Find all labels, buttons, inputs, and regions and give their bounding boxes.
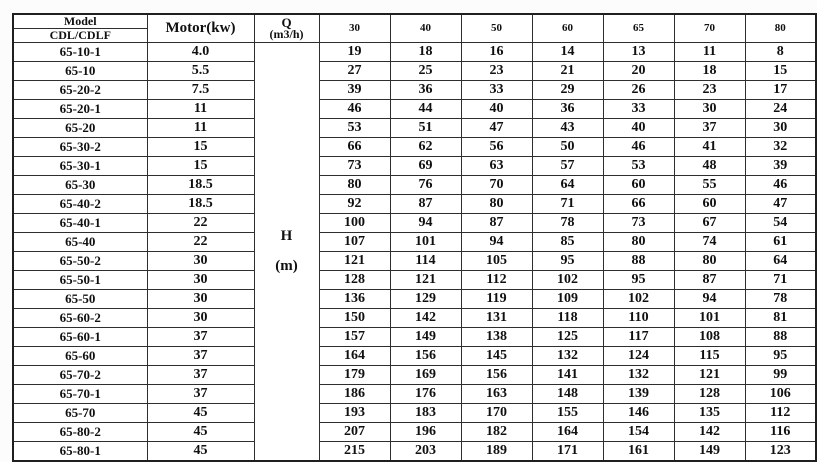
head-value-cell: 30 xyxy=(745,119,816,138)
head-value-cell: 115 xyxy=(674,347,745,366)
table-row xyxy=(13,157,816,176)
head-value-cell: 105 xyxy=(461,252,532,271)
head-value-cell: 163 xyxy=(461,385,532,404)
head-value-cell: 118 xyxy=(532,309,603,328)
head-value-cell: 123 xyxy=(745,442,816,462)
head-value-cell: 37 xyxy=(674,119,745,138)
table-row xyxy=(13,366,816,385)
head-value-cell: 74 xyxy=(674,233,745,252)
head-value-cell: 94 xyxy=(461,233,532,252)
head-value-cell: 15 xyxy=(745,62,816,81)
head-value-cell: 108 xyxy=(674,328,745,347)
table-row xyxy=(13,347,816,366)
head-value-cell: 33 xyxy=(603,100,674,119)
head-value-cell: 131 xyxy=(461,309,532,328)
head-value-cell: 67 xyxy=(674,214,745,233)
head-value-cell: 81 xyxy=(745,309,816,328)
head-value-cell: 170 xyxy=(461,404,532,423)
head-value-cell: 132 xyxy=(532,347,603,366)
table-row xyxy=(13,252,816,271)
head-value-cell: 110 xyxy=(603,309,674,328)
head-value-cell: 46 xyxy=(319,100,390,119)
head-value-cell: 71 xyxy=(532,195,603,214)
motor-cell: 45 xyxy=(147,404,254,423)
head-value-cell: 11 xyxy=(674,43,745,62)
head-value-cell: 21 xyxy=(532,62,603,81)
flow-header: 70 xyxy=(674,14,745,43)
head-value-cell: 66 xyxy=(603,195,674,214)
head-value-cell: 87 xyxy=(390,195,461,214)
head-value-cell: 101 xyxy=(674,309,745,328)
head-value-cell: 73 xyxy=(319,157,390,176)
head-value-cell: 100 xyxy=(319,214,390,233)
head-value-cell: 87 xyxy=(674,271,745,290)
flow-header: 50 xyxy=(461,14,532,43)
head-value-cell: 207 xyxy=(319,423,390,442)
model-cell: 65-80-1 xyxy=(13,442,147,462)
table-row xyxy=(13,214,816,233)
head-value-cell: 121 xyxy=(319,252,390,271)
head-value-cell: 94 xyxy=(390,214,461,233)
model-cell: 65-70-1 xyxy=(13,385,147,404)
model-cell: 65-50-1 xyxy=(13,271,147,290)
head-value-cell: 164 xyxy=(319,347,390,366)
flow-header: 65 xyxy=(603,14,674,43)
head-value-cell: 47 xyxy=(745,195,816,214)
table-row xyxy=(13,195,816,214)
motor-cell: 15 xyxy=(147,138,254,157)
table-row xyxy=(13,43,816,62)
motor-cell: 37 xyxy=(147,328,254,347)
head-value-cell: 41 xyxy=(674,138,745,157)
head-value-cell: 215 xyxy=(319,442,390,462)
head-value-cell: 148 xyxy=(532,385,603,404)
head-value-cell: 57 xyxy=(532,157,603,176)
head-value-cell: 53 xyxy=(603,157,674,176)
head-value-cell: 60 xyxy=(603,176,674,195)
table-row xyxy=(13,138,816,157)
head-value-cell: 117 xyxy=(603,328,674,347)
head-value-cell: 125 xyxy=(532,328,603,347)
model-cell: 65-20-1 xyxy=(13,100,147,119)
motor-cell: 45 xyxy=(147,442,254,462)
head-value-cell: 64 xyxy=(745,252,816,271)
motor-cell: 18.5 xyxy=(147,176,254,195)
motor-cell: 4.0 xyxy=(147,43,254,62)
motor-cell: 11 xyxy=(147,100,254,119)
head-value-cell: 95 xyxy=(532,252,603,271)
model-cell: 65-30-1 xyxy=(13,157,147,176)
head-value-cell: 128 xyxy=(674,385,745,404)
head-value-cell: 30 xyxy=(674,100,745,119)
h-symbol: H xyxy=(280,227,293,244)
head-value-cell: 87 xyxy=(461,214,532,233)
head-value-cell: 135 xyxy=(674,404,745,423)
motor-cell: 30 xyxy=(147,252,254,271)
head-value-cell: 88 xyxy=(603,252,674,271)
head-value-cell: 107 xyxy=(319,233,390,252)
model-cell: 65-40-1 xyxy=(13,214,147,233)
table-row xyxy=(13,233,816,252)
model-cell: 65-10 xyxy=(13,62,147,81)
head-value-cell: 26 xyxy=(603,81,674,100)
head-value-cell: 182 xyxy=(461,423,532,442)
table-row xyxy=(13,62,816,81)
head-value-cell: 157 xyxy=(319,328,390,347)
head-value-cell: 171 xyxy=(532,442,603,462)
head-value-cell: 88 xyxy=(745,328,816,347)
model-header-label: Model xyxy=(13,14,147,29)
head-value-cell: 138 xyxy=(461,328,532,347)
head-value-cell: 92 xyxy=(319,195,390,214)
motor-cell: 11 xyxy=(147,119,254,138)
flow-header: 40 xyxy=(390,14,461,43)
head-unit-cell xyxy=(254,43,319,462)
motor-cell: 37 xyxy=(147,366,254,385)
model-cell: 65-40-2 xyxy=(13,195,147,214)
table-row xyxy=(13,309,816,328)
head-value-cell: 106 xyxy=(745,385,816,404)
head-value-cell: 46 xyxy=(745,176,816,195)
head-value-cell: 69 xyxy=(390,157,461,176)
head-value-cell: 196 xyxy=(390,423,461,442)
model-cell: 65-80-2 xyxy=(13,423,147,442)
head-value-cell: 80 xyxy=(461,195,532,214)
head-value-cell: 56 xyxy=(461,138,532,157)
head-value-cell: 29 xyxy=(532,81,603,100)
head-value-cell: 80 xyxy=(674,252,745,271)
head-value-cell: 71 xyxy=(745,271,816,290)
model-cell: 65-50 xyxy=(13,290,147,309)
table-row xyxy=(13,442,816,462)
head-value-cell: 179 xyxy=(319,366,390,385)
head-value-cell: 73 xyxy=(603,214,674,233)
table-row xyxy=(13,81,816,100)
head-value-cell: 33 xyxy=(461,81,532,100)
flow-header: 60 xyxy=(532,14,603,43)
head-value-cell: 40 xyxy=(603,119,674,138)
head-value-cell: 64 xyxy=(532,176,603,195)
motor-cell: 30 xyxy=(147,271,254,290)
head-value-cell: 186 xyxy=(319,385,390,404)
head-value-cell: 80 xyxy=(319,176,390,195)
head-value-cell: 47 xyxy=(461,119,532,138)
header-row xyxy=(13,14,816,29)
table-row xyxy=(13,385,816,404)
model-cell: 65-60-2 xyxy=(13,309,147,328)
head-value-cell: 70 xyxy=(461,176,532,195)
motor-header-label: Motor(kw) xyxy=(147,14,254,43)
q-symbol: Q xyxy=(281,15,292,31)
motor-cell: 37 xyxy=(147,347,254,366)
head-value-cell: 63 xyxy=(461,157,532,176)
flow-unit-header xyxy=(254,14,319,43)
model-cell: 65-20 xyxy=(13,119,147,138)
table-row xyxy=(13,119,816,138)
head-value-cell: 145 xyxy=(461,347,532,366)
head-value-cell: 121 xyxy=(674,366,745,385)
motor-cell: 5.5 xyxy=(147,62,254,81)
head-value-cell: 20 xyxy=(603,62,674,81)
head-value-cell: 55 xyxy=(674,176,745,195)
model-cell: 65-70-2 xyxy=(13,366,147,385)
head-value-cell: 14 xyxy=(532,43,603,62)
head-value-cell: 128 xyxy=(319,271,390,290)
motor-cell: 18.5 xyxy=(147,195,254,214)
head-value-cell: 17 xyxy=(745,81,816,100)
head-value-cell: 156 xyxy=(461,366,532,385)
head-value-cell: 102 xyxy=(532,271,603,290)
head-value-cell: 141 xyxy=(532,366,603,385)
head-value-cell: 39 xyxy=(319,81,390,100)
head-value-cell: 189 xyxy=(461,442,532,462)
head-value-cell: 132 xyxy=(603,366,674,385)
flow-header: 30 xyxy=(319,14,390,43)
flow-header: 80 xyxy=(745,14,816,43)
head-value-cell: 129 xyxy=(390,290,461,309)
head-value-cell: 124 xyxy=(603,347,674,366)
model-cell: 65-60 xyxy=(13,347,147,366)
head-value-cell: 112 xyxy=(461,271,532,290)
head-value-cell: 119 xyxy=(461,290,532,309)
head-value-cell: 27 xyxy=(319,62,390,81)
head-value-cell: 136 xyxy=(319,290,390,309)
head-value-cell: 116 xyxy=(745,423,816,442)
head-value-cell: 142 xyxy=(390,309,461,328)
head-value-cell: 48 xyxy=(674,157,745,176)
model-cell: 65-30-2 xyxy=(13,138,147,157)
head-value-cell: 25 xyxy=(390,62,461,81)
head-value-cell: 54 xyxy=(745,214,816,233)
head-value-cell: 149 xyxy=(674,442,745,462)
h-unit: (m) xyxy=(275,257,298,274)
head-value-cell: 164 xyxy=(532,423,603,442)
head-value-cell: 53 xyxy=(319,119,390,138)
head-value-cell: 24 xyxy=(745,100,816,119)
table-row xyxy=(13,404,816,423)
table-row xyxy=(13,328,816,347)
head-value-cell: 155 xyxy=(532,404,603,423)
head-value-cell: 66 xyxy=(319,138,390,157)
model-cell: 65-40 xyxy=(13,233,147,252)
head-value-cell: 193 xyxy=(319,404,390,423)
head-value-cell: 18 xyxy=(674,62,745,81)
head-value-cell: 16 xyxy=(461,43,532,62)
head-value-cell: 109 xyxy=(532,290,603,309)
head-value-cell: 61 xyxy=(745,233,816,252)
model-cell: 65-60-1 xyxy=(13,328,147,347)
q-unit: (m3/h) xyxy=(269,27,304,42)
model-cell: 65-30 xyxy=(13,176,147,195)
head-value-cell: 99 xyxy=(745,366,816,385)
head-value-cell: 40 xyxy=(461,100,532,119)
motor-cell: 37 xyxy=(147,385,254,404)
motor-cell: 30 xyxy=(147,309,254,328)
head-value-cell: 94 xyxy=(674,290,745,309)
head-value-cell: 46 xyxy=(603,138,674,157)
head-value-cell: 139 xyxy=(603,385,674,404)
head-value-cell: 80 xyxy=(603,233,674,252)
head-value-cell: 32 xyxy=(745,138,816,157)
head-value-cell: 36 xyxy=(390,81,461,100)
head-value-cell: 43 xyxy=(532,119,603,138)
model-cell: 65-10-1 xyxy=(13,43,147,62)
motor-cell: 7.5 xyxy=(147,81,254,100)
head-value-cell: 203 xyxy=(390,442,461,462)
head-value-cell: 23 xyxy=(461,62,532,81)
head-value-cell: 23 xyxy=(674,81,745,100)
head-value-cell: 150 xyxy=(319,309,390,328)
head-value-cell: 51 xyxy=(390,119,461,138)
head-value-cell: 39 xyxy=(745,157,816,176)
head-value-cell: 76 xyxy=(390,176,461,195)
head-value-cell: 18 xyxy=(390,43,461,62)
head-value-cell: 78 xyxy=(745,290,816,309)
table-row xyxy=(13,100,816,119)
head-value-cell: 154 xyxy=(603,423,674,442)
head-value-cell: 95 xyxy=(745,347,816,366)
head-value-cell: 36 xyxy=(532,100,603,119)
head-value-cell: 146 xyxy=(603,404,674,423)
model-cell: 65-50-2 xyxy=(13,252,147,271)
model-series-label: CDL/CDLF xyxy=(13,29,147,43)
head-value-cell: 156 xyxy=(390,347,461,366)
table-row xyxy=(13,271,816,290)
head-value-cell: 183 xyxy=(390,404,461,423)
table-row xyxy=(13,423,816,442)
model-cell: 65-70 xyxy=(13,404,147,423)
head-value-cell: 102 xyxy=(603,290,674,309)
head-value-cell: 149 xyxy=(390,328,461,347)
head-value-cell: 169 xyxy=(390,366,461,385)
head-value-cell: 101 xyxy=(390,233,461,252)
table-row xyxy=(13,176,816,195)
model-cell: 65-20-2 xyxy=(13,81,147,100)
head-value-cell: 50 xyxy=(532,138,603,157)
motor-cell: 22 xyxy=(147,214,254,233)
motor-cell: 30 xyxy=(147,290,254,309)
motor-cell: 22 xyxy=(147,233,254,252)
head-value-cell: 121 xyxy=(390,271,461,290)
head-value-cell: 114 xyxy=(390,252,461,271)
pump-spec-table xyxy=(12,13,817,462)
motor-cell: 15 xyxy=(147,157,254,176)
head-value-cell: 176 xyxy=(390,385,461,404)
head-value-cell: 142 xyxy=(674,423,745,442)
head-value-cell: 78 xyxy=(532,214,603,233)
head-value-cell: 62 xyxy=(390,138,461,157)
head-value-cell: 19 xyxy=(319,43,390,62)
head-value-cell: 60 xyxy=(674,195,745,214)
head-value-cell: 13 xyxy=(603,43,674,62)
head-value-cell: 161 xyxy=(603,442,674,462)
head-value-cell: 112 xyxy=(745,404,816,423)
table-row xyxy=(13,290,816,309)
head-value-cell: 8 xyxy=(745,43,816,62)
head-value-cell: 95 xyxy=(603,271,674,290)
motor-cell: 45 xyxy=(147,423,254,442)
head-value-cell: 85 xyxy=(532,233,603,252)
head-value-cell: 44 xyxy=(390,100,461,119)
